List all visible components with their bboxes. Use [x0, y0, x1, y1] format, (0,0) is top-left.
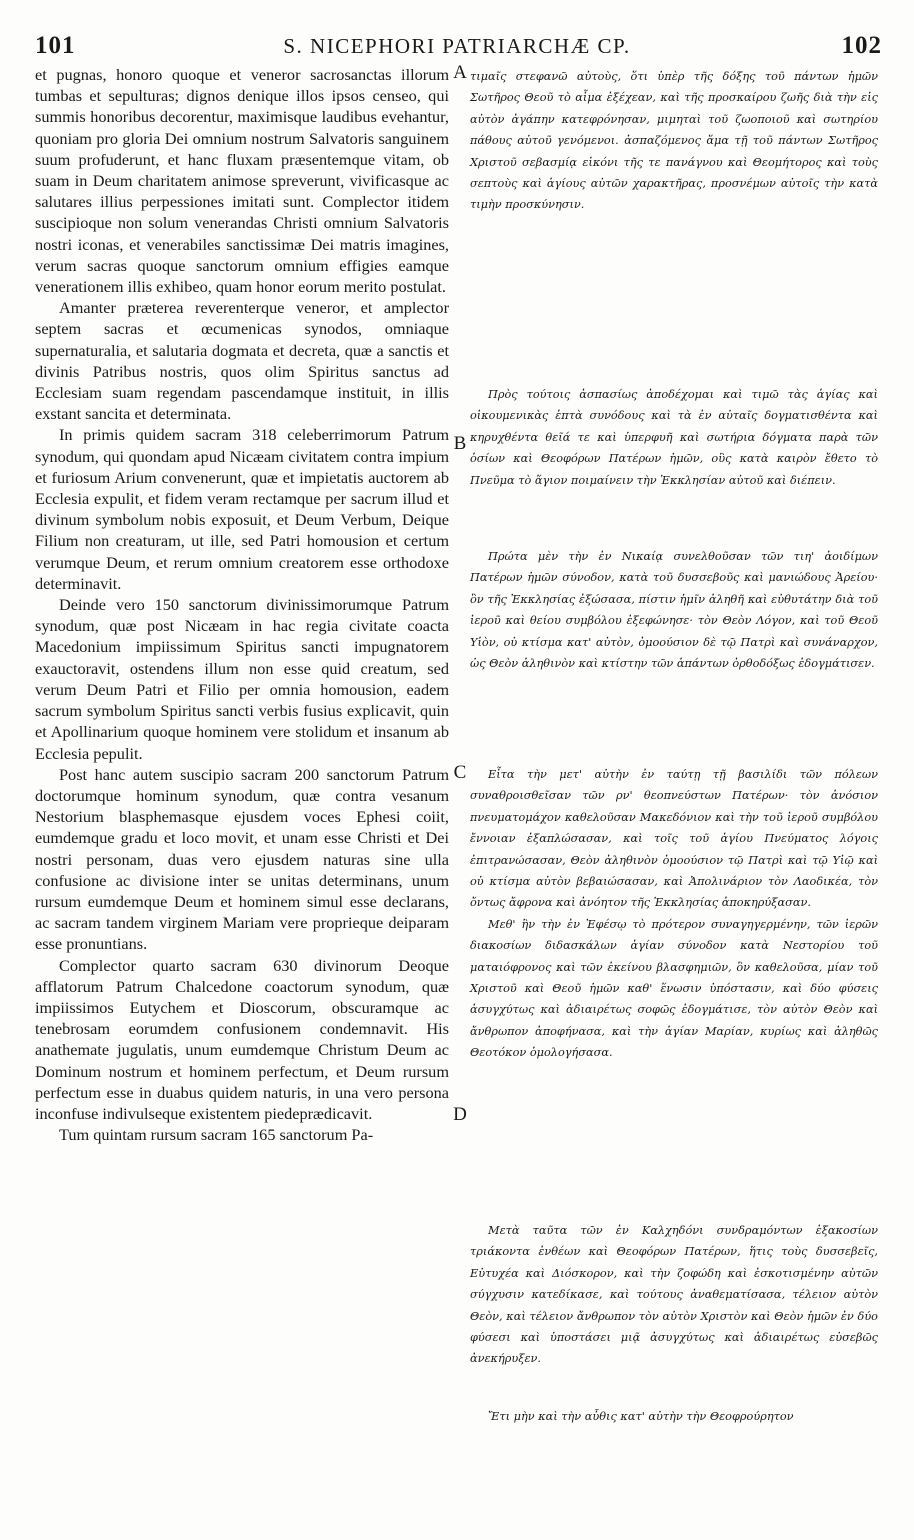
latin-paragraph: Tum quintam rursum sacram 165 sanctorum Pa-: [59, 1125, 374, 1145]
latin-paragraph: In primis quidem sacram 318 celeberrimorum Patrum synodum, qui quondam apud Nicæam civitatem contra impium et furiosum Arium convenerunt, quæ et impietatis auctorem ab Ecclesia expulit, et fidem veram rectamque per sacrum illud et divinum symbolum nobis exposuit, et Deum Verbum, Deique Filium non creaturam, ut ille, sed Patri homousion et certum verumque Deum, et rerum omnium creatorem esse orthodoxe determinavit.: [35, 425, 449, 593]
margin-letter-c: C: [453, 762, 467, 783]
margin-letter-a: A: [453, 62, 467, 83]
greek-paragraph: Εἶτα τὴν μετ' αὐτὴν ἐν ταύτῃ τῇ βασιλίδι τῶν πόλεων συναθροισθεῖσαν τῶν ρν' θεοπνεύστων Πατέρων· τὸν ἀνόσιον πνευματομάχον καθελοῦσαν Μακεδόνιον καὶ τὴν τοῦ ἱεροῦ συμβόλου ἔννοιαν ἐξαπλώσασαν, καὶ τοῖς τοῦ ἁγίου Πνεύματος λόγοις ἐπιτρανώσασαν, Θεὸν ἀληθινὸν ὁμοούσιον τῷ Πατρὶ καὶ τῷ Υἱῷ καὶ οὐ κτίσμα αὐτὸν βεβαιώσασαν, καὶ Ἀπολινάριον τὸν Λαοδικέα, τὸν ὄντως ἄφρονα καὶ ἀνόητον τῆς Ἐκκλησίας ἀποκηρύξασαν.: [470, 768, 878, 910]
margin-letter-b: B: [453, 433, 467, 454]
greek-paragraph: Πρὸς τούτοις ἀσπασίως ἀποδέχομαι καὶ τιμῶ τὰς ἁγίας καὶ οἰκουμενικὰς ἑπτὰ συνόδους καὶ τὰ ἐν αὐταῖς δογματισθέντα καὶ κηρυχθέντα θεῖά τε καὶ ὑπερφυῆ καὶ σωτήρια δόγματα παρὰ τῶν ὁσίων καὶ Θεοφόρων Πατέρων ἡμῶν, οὓς κατὰ καιρὸν ἔθετο τὸ Πνεῦμα τὸ ἅγιον ποιμαίνειν τὴν Ἐκκλησίαν αὐτοῦ καὶ διέπειν.: [470, 388, 878, 487]
greek-paragraph: τιμαῖς στεφανῶ αὐτοὺς, ὅτι ὑπὲρ τῆς δόξης τοῦ πάντων ἡμῶν Σωτῆρος Θεοῦ τὸ αἷμα ἐξέχεαν, καὶ τῆς προσκαίρου ζωῆς διὰ τὴν εἰς αὐτὸν ἀγάπην κατεφρόνησαν, μιμηταὶ τοῦ ζωοποιοῦ καὶ σωτηρίου πάθους αὐτοῦ γενόμενοι. ἀσπαζόμενος ἅμα τῇ τοῦ πάντων Σωτῆρος Χριστοῦ σεβασμίᾳ εἰκόνι τῆς τε πανάγνου καὶ Θεομήτορος καὶ τοὺς σεπτοὺς καὶ ἁγίους αὐτῶν χαρακτῆρας, προσνέμων αὐτοῖς τὴν κατὰ τιμὴν προσκύνησιν.: [470, 70, 878, 212]
running-title: S. NICEPHORI PATRIARCHÆ CP.: [283, 34, 631, 58]
greek-paragraph: Ἔτι μὴν καὶ τὴν αὖθις κατ' αὐτὴν τὴν Θεοφρούρητον: [488, 1410, 794, 1423]
page-number-right: 102: [841, 32, 882, 59]
latin-paragraph: Deinde vero 150 sanctorum divinissimorumque Patrum synodum, quæ post Nicæam in hac regia civitate coacta Macedonium impiissimum Spiritus sancti impugnatorem exauctoravit, ostendens illum non esse quid creatum, sed verum Deum Patri et Filio per omnia homousion, eadem sacrum symbolum Spiritus sancti verbis fusius explicavit, quin et Apollinarium quoque hominem vere stolidum et insanum ab Ecclesia pepulit.: [35, 595, 449, 763]
greek-paragraph: Πρώτα μὲν τὴν ἐν Νικαίᾳ συνελθοῦσαν τῶν τιη' ἀοιδίμων Πατέρων ἡμῶν σύνοδον, κατὰ τοῦ δυσσεβοῦς καὶ μανιώδους Ἀρείου· ὃν τῆς Ἐκκλησίας ἐξώσασα, πίστιν ἡμῖν ἀληθῆ καὶ εὐθυτάτην διὰ τοῦ ἱεροῦ καὶ θείου συμβόλου ἐξεφώνησε· τὸν Θεὸν Λόγον, καὶ τοῦ Θεοῦ Υἱὸν, οὐ κτίσμα κατ' αὐτὸν, ὁμοούσιον δὲ τῷ Πατρὶ καὶ συνάναρχον, ὡς Θεὸν ἀληθινὸν καὶ κτίστην τῶν ἁπάντων ὀρθοδόξως ἐδογμάτισεν.: [470, 550, 878, 671]
greek-block-3: [470, 546, 878, 674]
greek-block-4: [470, 764, 878, 1064]
greek-block-1: [470, 66, 878, 216]
latin-paragraph: Post hanc autem suscipio sacram 200 sanctorum Patrum doctorumque hominum synodum, quæ contra vesanum Nestorium blasphemasque ejusdem voces Ephesi coiit, eumdemque gradu et loco movit, et unam esse Christi et Dei nostri personam, duas vero ejusdem naturas sine ulla confusione ac divisione inter se unitas determinans, unum rursum eumdemque Deum et hominem simul esse declarans, ac sacram tandem virginem Mariam vere proprieque deiparam esse pronuntians.: [35, 764, 449, 954]
latin-paragraph: et pugnas, honoro quoque et veneror sacrosanctas illorum tumbas et sepulturas; dignos denique illos ipsos censeo, qui summis honoribus decorentur, maximisque laudibus evehantur, quoniam pro gloria Dei omnium nostrum Salvatoris sanguinem suum profuderunt, et hanc fluxam præsentemque vitam, ob suam in Deum charitatem animose spreverunt, vivificasque ac salutares illius perpessiones imitati sunt. Complector itidem suscipioque non solum venerandas Christi omnium Salvatoris nostri iconas, et venerabiles sanctissimæ Dei matris imagines, verum sacras quoque sanctorum omnium effigies eamque venerationem illis exhibeo, quam honor eorum merito postulat.: [35, 65, 449, 297]
greek-block-6: [470, 1406, 878, 1427]
page-header: [30, 32, 884, 62]
margin-letter-d: D: [453, 1104, 467, 1125]
greek-paragraph: Μετὰ ταῦτα τῶν ἐν Καλχηδόνι συνδραμόντων ἑξακοσίων τριάκοντα ἐνθέων καὶ Θεοφόρων Πατέρων, ἥτις τοὺς δυσσεβεῖς, Εὐτυχέα καὶ Διόσκορον, καὶ τὴν ζοφώδη καὶ ἐσκοτισμένην αὐτῶν σύγχυσιν κατεδίκασε, καὶ τούτους ἀναθεματίσασα, τέλειον αὐτὸν Θεὸν, καὶ τέλειον ἄνθρωπον τὸν αὐτὸν Χριστὸν καὶ Θεὸν ἡμῶν ἐν δύο φύσεσι καὶ ὑποστάσει μιᾷ ἀσυγχύτως καὶ ἀδιαιρέτως εὐσεβῶς ἀνεκήρυξεν.: [470, 1224, 878, 1366]
greek-block-2: [470, 384, 878, 491]
greek-block-5: [470, 1220, 878, 1370]
greek-paragraph: Μεθ' ἣν τὴν ἐν Ἐφέσῳ τὸ πρότερον συναγηγερμένην, τῶν ἱερῶν διακοσίων διδασκάλων ἁγίαν σύνοδον κατὰ Νεστορίου τοῦ ματαιόφρονος καὶ τῶν ἐκείνου βλασφημιῶν, ὃν καθελοῦσα, μίαν τοῦ Χριστοῦ καὶ Θεοῦ ἡμῶν καθ' ἕνωσιν ὑπόστασιν, καὶ δύο φύσεις ἀσυγχύτως καὶ ἀδιαιρέτως σοφῶς ἐδογμάτισε, τὸν αὐτὸν Θεὸν καὶ ἄνθρωπον ἀποφήνασα, καὶ τὴν ἁγίαν Μαρίαν, κυρίως καὶ ἀληθῶς Θεοτόκον ὁμολογήσασα.: [470, 917, 878, 1060]
latin-column: [35, 64, 449, 1145]
page-number-left: 101: [35, 32, 76, 59]
latin-paragraph: Amanter præterea reverenterque veneror, et amplector septem sacras et œcumenicas synodos, omniaque supernaturalia, et salutaria dogmata et decreta, quæ a sanctis et divinis Patribus nostris, quos olim Spiritus sanctus ad Ecclesiam suam regendam pascendamque instituit, in illis exstant sancita et determinata.: [35, 298, 449, 424]
latin-paragraph: Complector quarto sacram 630 divinorum Deoque afflatorum Patrum Chalcedone coactorum synodum, quæ impiissimos Eutychem et Dioscorum, obscuramque ac tenebrosam eorumdem confusionem condemnavit. His anathemate jugulatis, unum eumdemque Christum Deum ac Dominum nostrum et hominem perfectum, et Deum rursum perfectum esse in duabus quidem naturis, in una vero persona inconfuse indivulseque existentem piedeprædicavit.: [35, 955, 449, 1123]
